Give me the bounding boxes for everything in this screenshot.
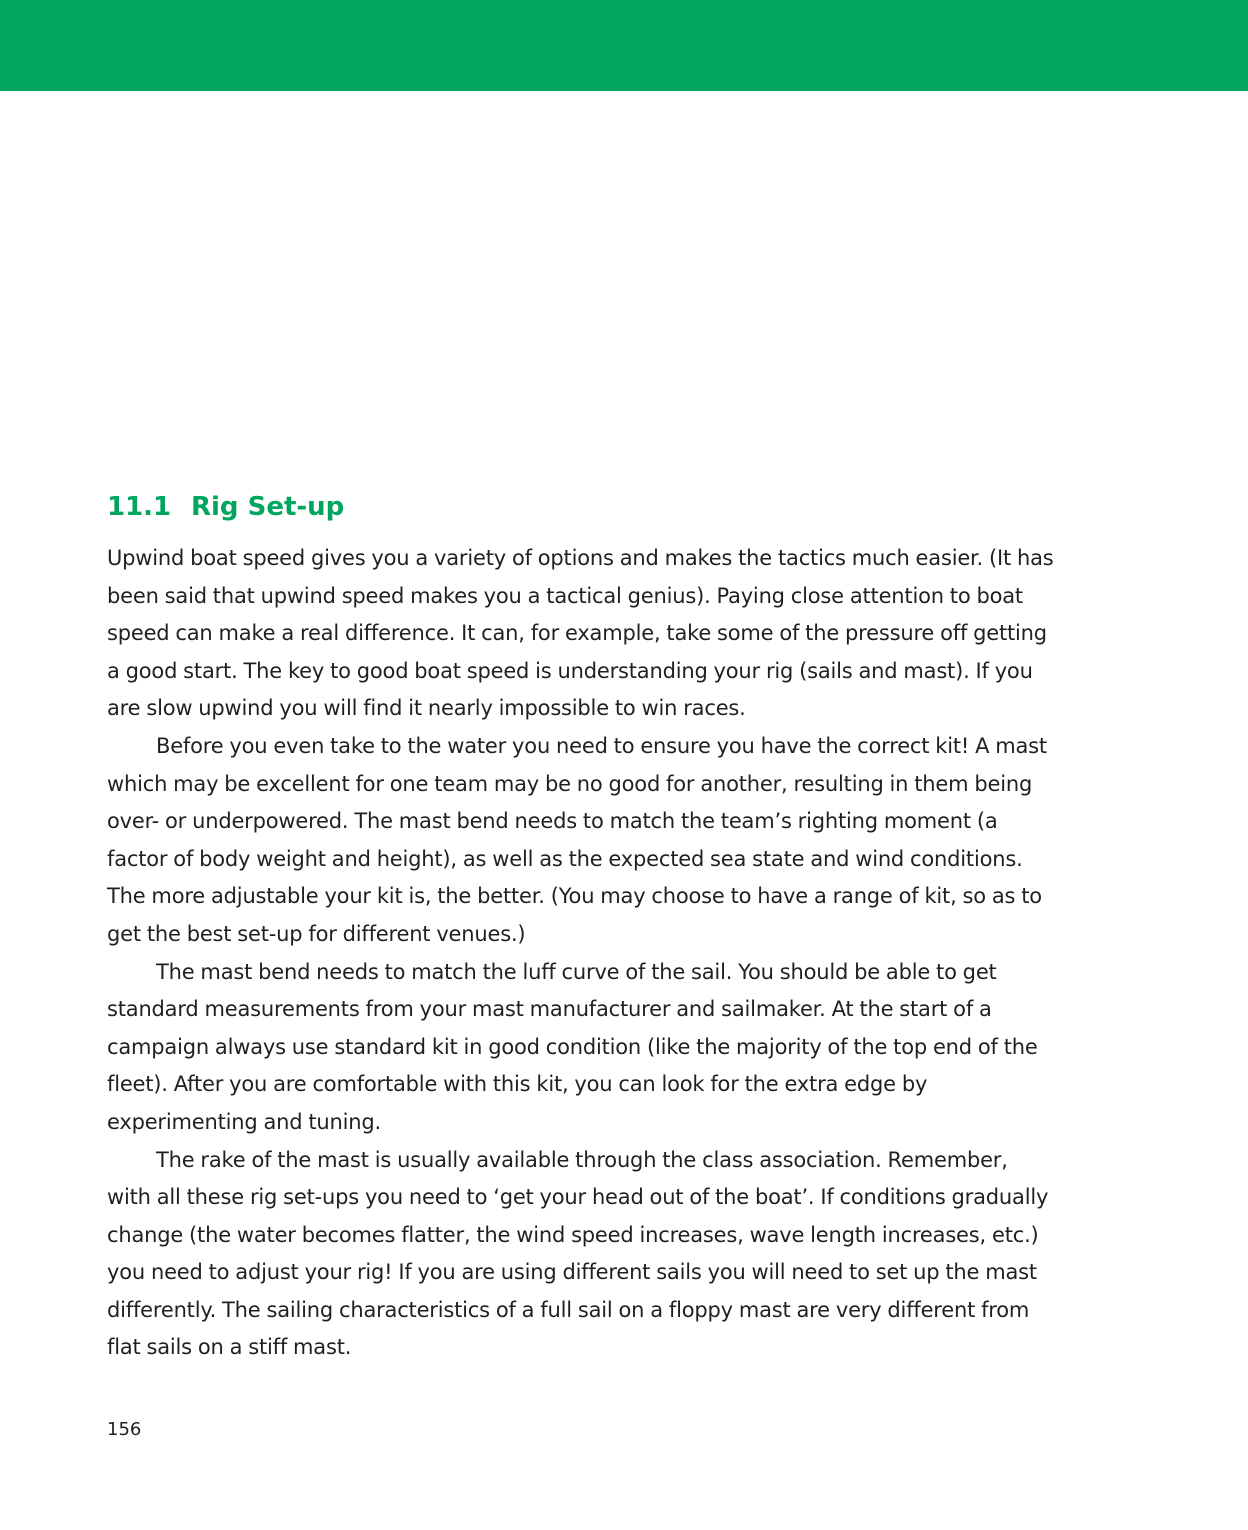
body-text: [107, 540, 1055, 1367]
section-title: Rig Set-up: [191, 492, 345, 522]
header-color-band: [0, 0, 1248, 91]
page-number: 156: [107, 1419, 142, 1440]
section-number: 11.1: [107, 492, 172, 522]
paragraph: The mast bend needs to match the luff curve of the sail. You should be able to get standard measurements from your mast manufacturer and sailmaker. At the start of a campaign always use standard kit in good condition (like the majority of the top end of the fleet). After you are comfortable with this kit, you can look for the extra edge by experimenting and tuning.: [107, 959, 1038, 1134]
section-heading: [107, 489, 344, 525]
paragraph: Upwind boat speed gives you a variety of options and makes the tactics much easier. (It has been said that upwind speed makes you a tactical genius). Paying close attention to boat speed can make a real difference. It can, for example, take some of the pressure off getting a good start. The key to good boat speed is understanding your rig (sails and mast). If you are slow upwind you will find it nearly impossible to win races.: [107, 546, 1054, 721]
paragraph: Before you even take to the water you need to ensure you have the correct kit! A mast which may be excellent for one team may be no good for another, resulting in them being over- or underpowered. The mast bend needs to match the team’s righting moment (a factor of body weight and height), as well as the expected sea state and wind conditions. The more adjustable your kit is, the better. (You may choose to have a range of kit, so as to get the best set-up for different venues.): [107, 733, 1047, 946]
paragraph: The rake of the mast is usually available through the class association. Remember, with all these rig set-ups you need to ‘get your head out of the boat’. If conditions gradually change (the water becomes flatter, the wind speed increases, wave length increases, etc.) you need to adjust your rig! If you are using different sails you will need to set up the mast differently. The sailing characteristics of a full sail on a floppy mast are very different from flat sails on a stiff mast.: [107, 1147, 1049, 1360]
